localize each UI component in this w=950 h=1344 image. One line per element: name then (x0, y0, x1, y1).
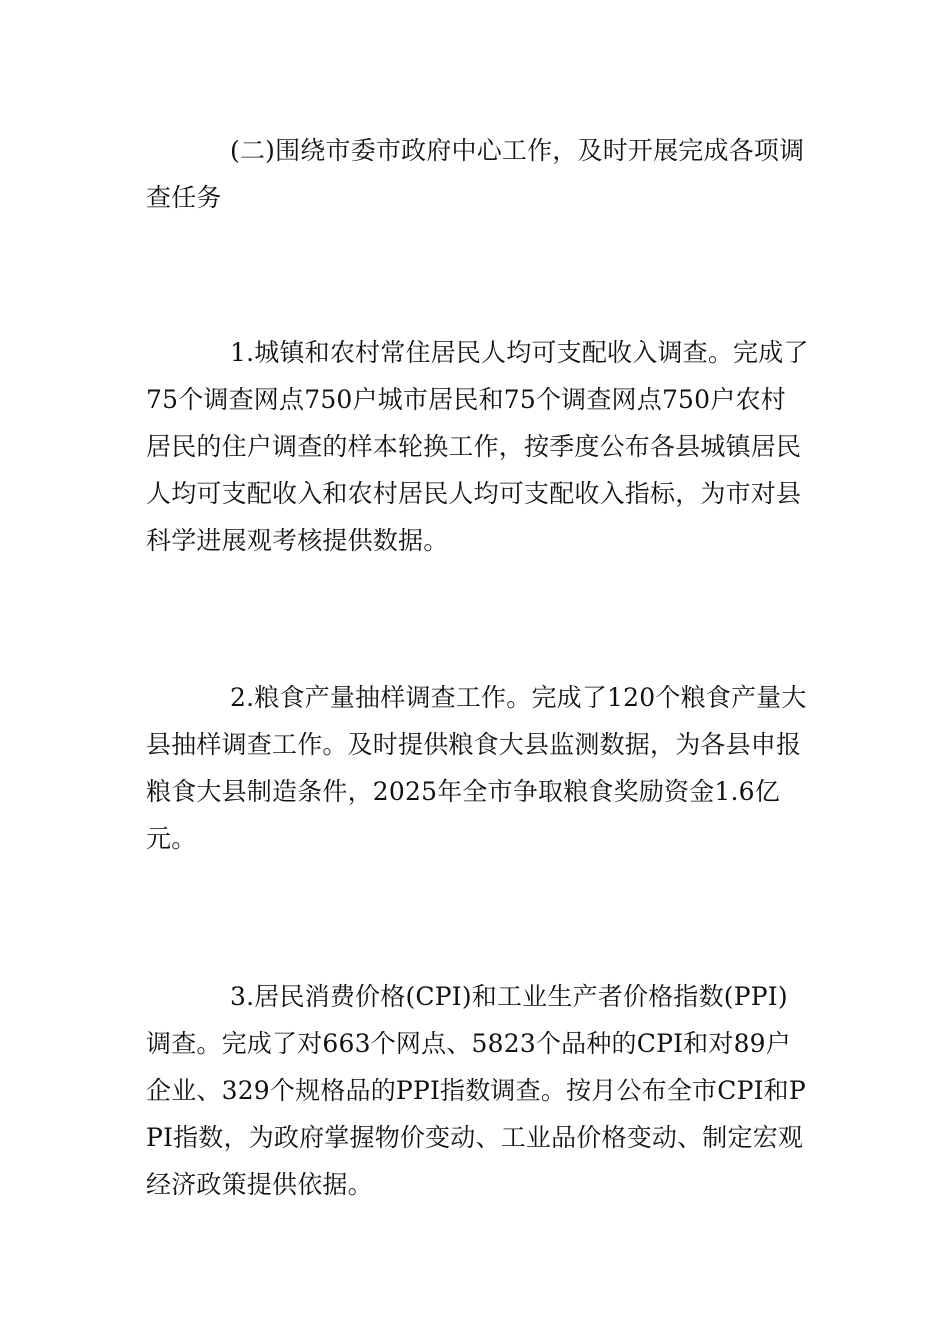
section-heading: (二)围绕市委市政府中心工作，及时开展完成各项调查任务 (146, 136, 805, 212)
paragraph-grain-survey: 2.粮食产量抽样调查工作。完成了120个粮食产量大县抽样调查工作。及时提供粮食大县监测数据，为各县申报粮食大县制造条件，2025年全市争取粮食奖励资金1.6亿元。 (146, 683, 807, 853)
paragraph-income-survey: 1.城镇和农村常住居民人均可支配收入调查。完成了75个调查网点750户城市居民和75个调查网点750户农村居民的住户调查的样本轮换工作，按季度公布各县城镇居民人均可支配收入和农村居民人均可支配收入指标，为市对县科学进展观考核提供数据。 (146, 338, 809, 555)
paragraph-price-index-survey: 3.居民消费价格(CPI)和工业生产者价格指数(PPI)调查。完成了对663个网点、5823个品种的CPI和对89户企业、329个规格品的PPI指数调查。按月公布全市CPI和PPI指数，为政府掌握物价变动、工业品价格变动、制定宏观经济政策提供依据。 (146, 982, 806, 1199)
